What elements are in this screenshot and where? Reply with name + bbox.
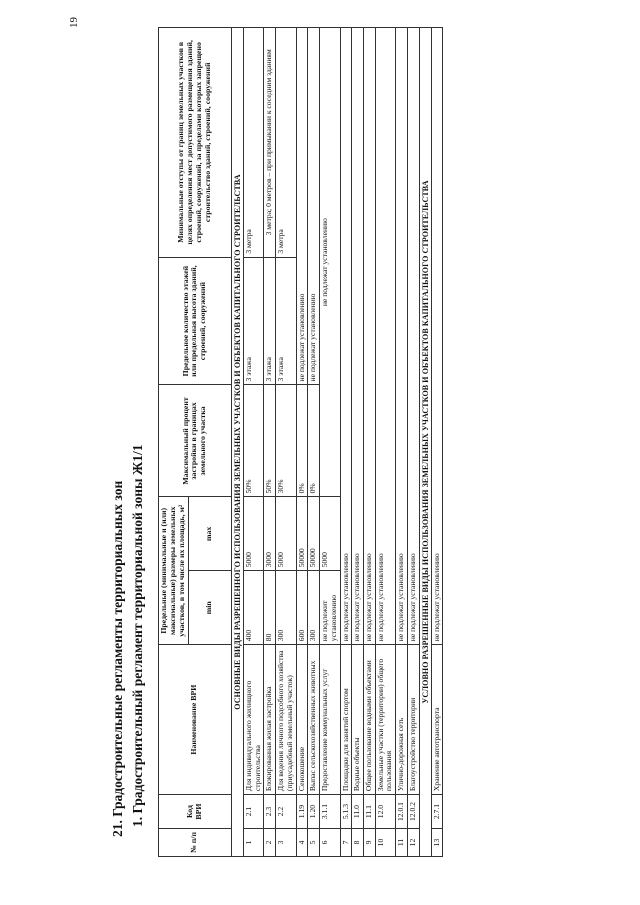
regulation-table <box>158 27 443 857</box>
table-row: 1 2.1 Для индивидуального жилищного строительства 400 5000 50% 3 этажа 3 метра <box>244 28 264 857</box>
col-size: Предельные (минимальные и (или) максимальные) размеры земельных участков, в том числе их площадь, м² <box>159 497 189 645</box>
heading-section: 21. Градостроительные регламенты территориальных зон <box>110 480 125 837</box>
table-row: 2 2.3 Блокированная жилая застройка 80 3000 50% 3 этажа 3 метра; 0 метров – при примыкании к соседним зданиям <box>264 28 276 857</box>
col-code: Код ВРИ <box>159 795 232 829</box>
table-row: 11 12.0.1 Улично-дорожная сеть не подлежат установлению <box>396 28 408 857</box>
table-row: 7 5.1.3 Площадки для занятий спортом не подлежат установлению <box>340 28 352 857</box>
section-main: ОСНОВНЫЕ ВИДЫ РАЗРЕШЕННОГО ИСПОЛЬЗОВАНИЯ ЗЕМЕЛЬНЫХ УЧАСТКОВ И ОБЪЕКТОВ КАПИТАЛЬНОГО СТРОИТЕЛЬСТВА <box>231 28 243 857</box>
col-num: № п/п <box>159 829 232 857</box>
section-row <box>419 28 431 857</box>
table-row: 10 12.0 Земельные участки (территории) общего пользования не подлежат установлению <box>375 28 395 857</box>
table-row: 6 3.1.1 Предоставление коммунальных услуг не подлежит установлению 5000 не подлежат установлению <box>320 28 340 857</box>
rotated-content <box>50 17 610 887</box>
table-row: 13 2.7.1 Хранение автотранспорта не подлежат установлению <box>431 28 443 857</box>
heading-subsection: 1. Градостроительный регламент территориальной зоны Ж1/1 <box>130 444 145 827</box>
page-number: 19 <box>68 17 80 28</box>
col-percent: Максимальный процент застройки в границах земельного участка <box>159 385 232 497</box>
col-name: Наименование ВРИ <box>159 645 232 795</box>
table-row: 12 12.0.2 Благоустройство территории не подлежат установлению <box>407 28 419 857</box>
section-conditional: УСЛОВНО РАЗРЕШЕННЫЕ ВИДЫ ИСПОЛЬЗОВАНИЯ ЗЕМЕЛЬНЫХ УЧАСТКОВ И ОБЪЕКТОВ КАПИТАЛЬНОГО СТРОИТЕЛЬСТВА <box>419 28 431 857</box>
table-row: 9 11.1 Общее пользование водными объектами не подлежат установлению <box>363 28 375 857</box>
table-row: 8 11.0 Водные объекты не подлежат установлению <box>352 28 364 857</box>
table-row: 3 2.2 Для ведения личного подсобного хозяйства (приусадебный земельный участок) 300 5000 30% 3 этажа 3 метра <box>276 28 296 857</box>
col-setback: Минимальные отступы от границ земельных участков в целях определения мест допустимого размещения зданий, строений, сооружений, за пределами которых запрещено строительство зданий, строений, сооружений <box>159 28 232 258</box>
table-row: 5 1.20 Выпас сельскохозяйственных животных 300 50000 0% не подлежат установлению <box>308 28 320 857</box>
table-row: 4 1.19 Сенокошение 600 50000 0% не подлежат установлению <box>296 28 308 857</box>
col-floors: Предельное количество этажей или предельная высота зданий, строений, сооружений <box>159 257 232 385</box>
col-max: max <box>188 497 231 571</box>
section-row <box>231 28 243 857</box>
col-min: min <box>188 571 231 645</box>
header-row <box>159 28 189 857</box>
